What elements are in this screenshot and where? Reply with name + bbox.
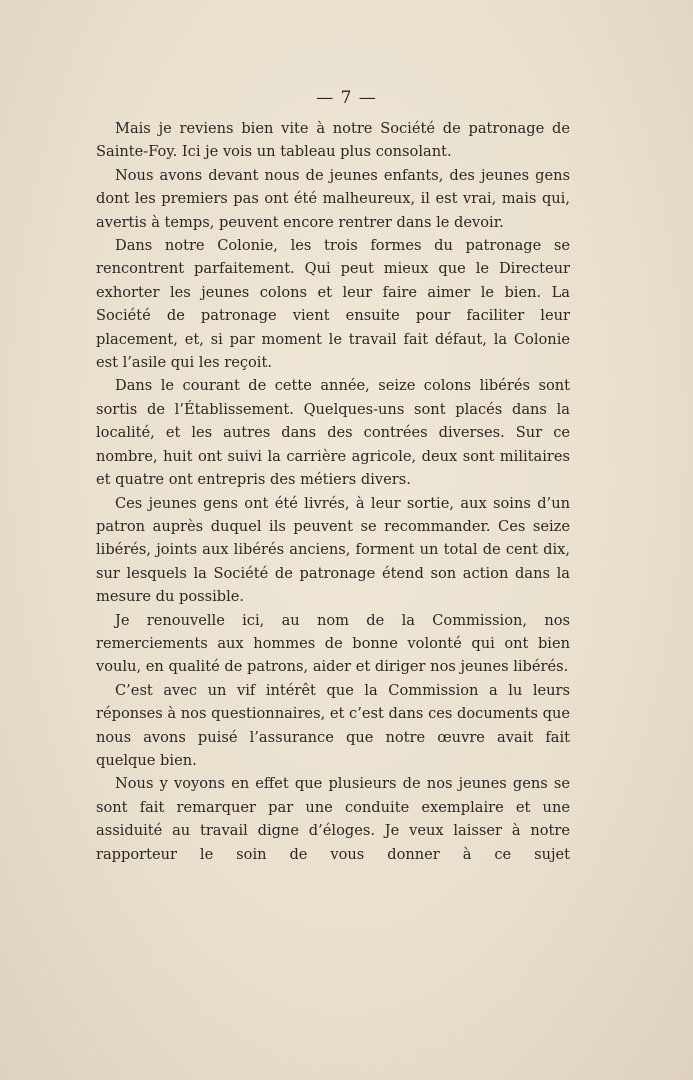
paragraph-8: Nous y voyons en effet que plusieurs de nos jeunes gens se sont fait remarquer par une conduite exemplaire et une assiduité au travail digne d’éloges. Je veux laisser à notre rapporteur le soin de vous donner à ce sujet xyxy=(96,775,570,863)
body-text xyxy=(96,117,570,866)
paragraph-5: Ces jeunes gens ont été livrés, à leur sortie, aux soins d’un patron auprès duquel ils peuvent se recommander. Ces seize libérés, joints aux libérés anciens, forment un total de cent dix, sur lesquels la Société de patronage étend son action dans la mesure du possible. xyxy=(96,494,570,606)
paragraph-6: Je renouvelle ici, au nom de la Commission, nos remerciements aux hommes de bonne volonté qui ont bien voulu, en qualité de patrons, aider et diriger nos jeunes libérés. xyxy=(96,611,570,676)
paragraph-3: Dans notre Colonie, les trois formes du patronage se rencontrent parfaitement. Qui peut mieux que le Directeur exhorter les jeunes colons et leur faire aimer le bien. La Société de patronage vient ensuite pour faciliter leur placement, et, si par moment le travail fait défaut, la Colonie est l’asile qui les reçoit. xyxy=(96,237,570,372)
paragraph-4: Dans le courant de cette année, seize colons libérés sont sortis de l’Établissement. Quelques-uns sont placés dans la localité, et les autres dans des contrées diverses. Sur ce nombre, huit ont suivi la carrière agricole, deux sont militaires et quatre ont entrepris des métiers divers. xyxy=(96,377,570,489)
page-number: — 7 — xyxy=(316,88,377,108)
paragraph-7: C’est avec un vif intérêt que la Commission a lu leurs réponses à nos questionnaires, et c’est dans ces documents que nous avons puisé l’assurance que notre œuvre avait fait quelque bien. xyxy=(96,681,570,769)
paragraph-2: Nous avons devant nous de jeunes enfants, des jeunes gens dont les premiers pas ont été malheureux, il est vrai, mais qui, avertis à temps, peuvent encore rentrer dans le devoir. xyxy=(96,166,570,231)
paragraph-1: Mais je reviens bien vite à notre Société de patronage de Sainte-Foy. Ici je vois un tableau plus consolant. xyxy=(96,120,570,161)
